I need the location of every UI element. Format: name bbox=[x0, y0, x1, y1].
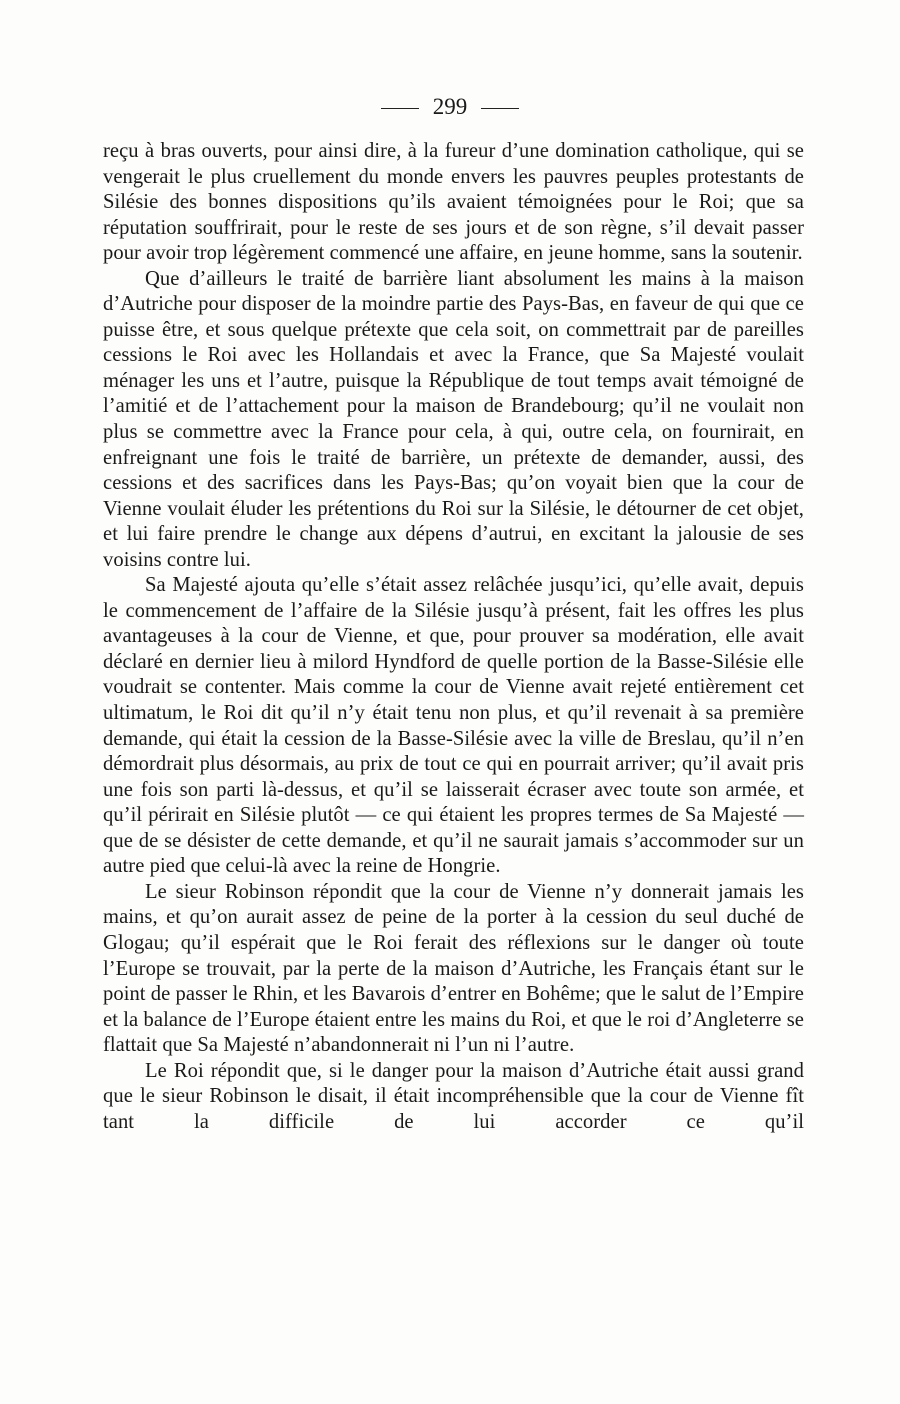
paragraph: Que d’ailleurs le traité de barrière liant absolument les mains à la maison d’Autriche pour disposer de la moindre partie des Pays-Bas, en faveur de qui que ce puisse être, et sous quelque prétexte que cela soit, on commettrait par de pareilles cessions le Roi avec les Hollandais et avec la France, que Sa Majesté voulait ménager les uns et l’autre, puisque la République de tout temps avait témoigné de l’amitié et de l’attachement pour la maison de Brandebourg; qu’il ne voulait non plus se commettre avec la France pour cela, à qui, outre cela, on fournirait, en enfreignant une fois le traité de barrière, un prétexte de demander, aussi, des cessions et des sacrifices dans les Pays-Bas; qu’on voyait bien que la cour de Vienne voulait éluder les prétentions du Roi sur la Silésie, le détourner de cet objet, et lui faire prendre le change aux dépens d’autrui, en excitant la jalousie de ses voisins contre lui. bbox=[103, 267, 804, 571]
page-number: 299 bbox=[432, 94, 468, 119]
header-dash-right bbox=[481, 108, 519, 109]
paragraph-continues: Le Roi répondit que, si le danger pour la maison d’Autriche était aussi grand que le sieur Robinson le disait, il était incompréhensible que la cour de Vienne fît tant la difficile de lui accorder ce qu’il bbox=[103, 1059, 804, 1133]
paragraph: Le sieur Robinson répondit que la cour de Vienne n’y donnerait jamais les mains, et qu’on aurait assez de peine de la porter à la cession du seul duché de Glogau; qu’il espérait que le Roi ferait des réflexions sur le danger où toute l’Europe se trouvait, par la perte de la maison d’Autriche, les Français étant sur le point de passer le Rhin, et les Bavarois d’entrer en Bohême; que le salut de l’Empire et la balance de l’Europe étaient entre les mains du Roi, et que le roi d’Angleterre se flattait que Sa Majesté n’abandonnerait ni l’un ni l’autre. bbox=[103, 880, 804, 1057]
header-dash-left bbox=[381, 108, 419, 109]
page-header bbox=[0, 92, 900, 122]
body-text bbox=[103, 139, 804, 1135]
paragraph-continuation: reçu à bras ouverts, pour ainsi dire, à la fureur d’une domination catholique, qui se vengerait le plus cruellement du monde envers les pauvres peuples protestants de Silésie des bonnes dispositions qu’ils avaient témoignées pour le Roi; que sa réputation souffrirait, pour le reste de ses jours et de son règne, s’il devait passer pour avoir trop légèrement commencé une affaire, en jeune homme, sans la soutenir. bbox=[103, 140, 804, 265]
paragraph: Sa Majesté ajouta qu’elle s’était assez relâchée jusqu’ici, qu’elle avait, depuis le commencement de l’affaire de la Silésie jusqu’à présent, fait les offres les plus avantageuses à la cour de Vienne, et que, pour prouver sa modération, elle avait déclaré en dernier lieu à milord Hyndford de quelle portion de la Basse-Silésie elle voudrait se contenter. Mais comme la cour de Vienne avait rejeté entièrement cet ultimatum, le Roi dit qu’il n’y était tenu non plus, et qu’il revenait à sa première demande, qui était la cession de la Basse-Silésie avec la ville de Breslau, qu’il n’en démordrait plus désormais, au prix de tout ce qui en pourrait arriver; qu’il avait pris une fois son parti là-dessus, et qu’il se laisserait écraser avec toute son armée, et qu’il périrait en Silésie plutôt — ce qui étaient les propres termes de Sa Majesté — que de se désister de cette demande, et qu’il ne saurait jamais s’accommoder sur un autre pied que celui-là avec la reine de Hongrie. bbox=[103, 574, 804, 878]
